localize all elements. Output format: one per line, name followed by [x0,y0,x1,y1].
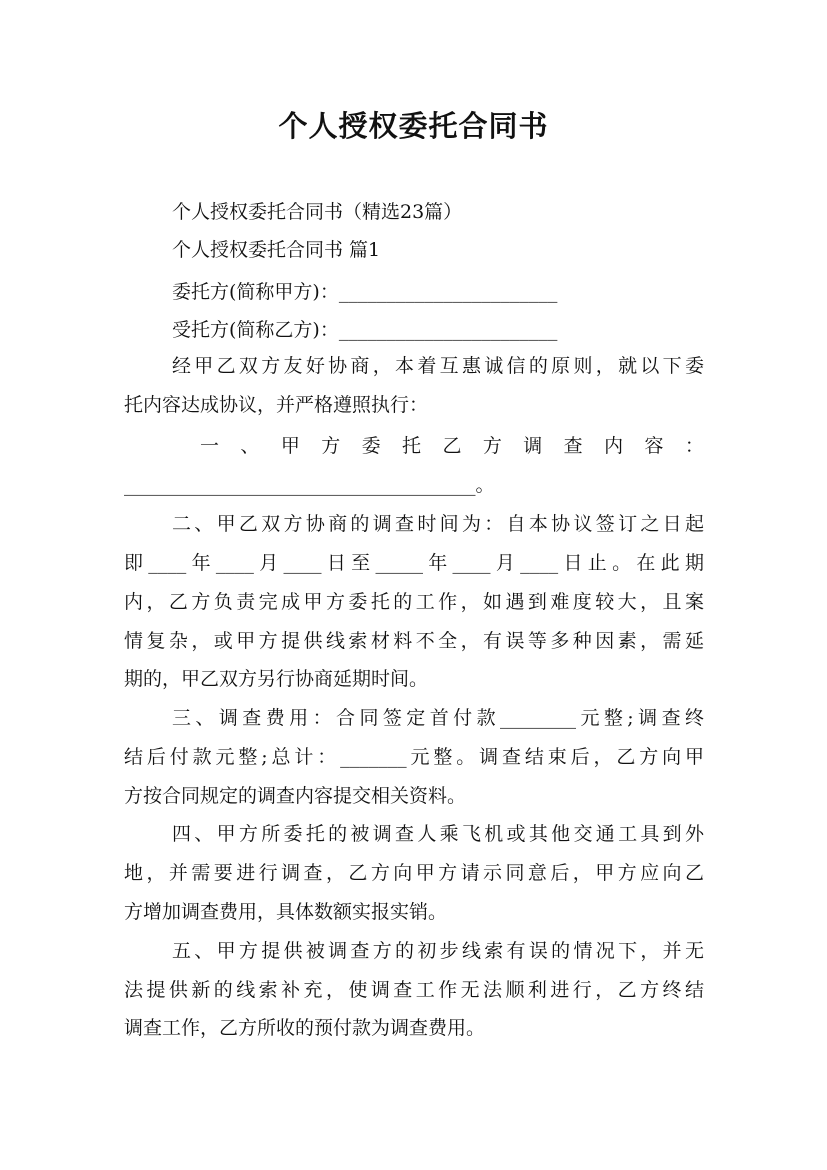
paragraph-line: 法提供新的线索补充，使调查工作无法顺利进行，乙方终结 [124,979,704,1001]
paragraph-line: 二、甲乙双方协商的调查时间为：自本协议签订之日起 [172,513,704,535]
clause-1-char: 方 [321,435,341,457]
section-heading: 个人授权委托合同书 篇1 [172,239,381,261]
party-a-line: 委托方(简称甲方)：_______________________ [172,281,558,303]
clause-1-char: ： [684,435,704,457]
paragraph-line: 方增加调查费用，具体数额实报实销。 [124,901,448,923]
document-title: 个人授权委托合同书 [278,109,549,143]
blank-fill-line: _____________________________________。 [124,474,495,496]
paragraph-line: 四、甲方所委托的被调查人乘飞机或其他交通工具到外 [172,823,704,845]
paragraph-line: 经甲乙双方友好协商，本着互惠诚信的原则，就以下委 [172,355,704,377]
paragraph-line: 结后付款元整;总计：_______元整。调查结束后，乙方向甲 [124,746,704,768]
clause-1-char: 托 [402,435,422,457]
clause-1-char: 甲 [280,435,300,457]
paragraph-line: 期的，甲乙双方另行协商延期时间。 [124,668,429,690]
paragraph-line: 三、调查费用：合同签定首付款________元整;调查终 [172,707,704,729]
paragraph-line: 即____年____月____日至_____年____月____日止。在此期 [124,552,704,574]
clause-1-char: 容 [644,435,664,457]
clause-1-char: 查 [563,435,583,457]
paragraph-line: 调查工作，乙方所收的预付款为调查费用。 [124,1017,486,1039]
subtitle-line: 个人授权委托合同书（精选23篇） [172,201,463,223]
paragraph-line: 内，乙方负责完成甲方委托的工作，如遇到难度较大，且案 [124,591,704,613]
paragraph-line: 五、甲方提供被调查方的初步线索有误的情况下，并无 [172,940,704,962]
clause-1-char: 委 [361,435,381,457]
paragraph-line: 地，并需要进行调查，乙方向甲方请示同意后，甲方应向乙 [124,862,704,884]
clause-1-heading [200,434,704,458]
party-b-line: 受托方(简称乙方)：_______________________ [172,319,558,341]
clause-1-char: 方 [482,435,502,457]
clause-1-char: 调 [523,435,543,457]
clause-1-char: 、 [240,435,260,457]
clause-1-char: 内 [604,435,624,457]
paragraph-line: 情复杂，或甲方提供线索材料不全，有误等多种因素，需延 [124,630,704,652]
clause-1-char: 一 [200,435,220,457]
paragraph-line: 托内容达成协议，并严格遵照执行： [124,394,429,416]
paragraph-line: 方按合同规定的调查内容提交相关资料。 [124,785,467,807]
clause-1-char: 乙 [442,435,462,457]
